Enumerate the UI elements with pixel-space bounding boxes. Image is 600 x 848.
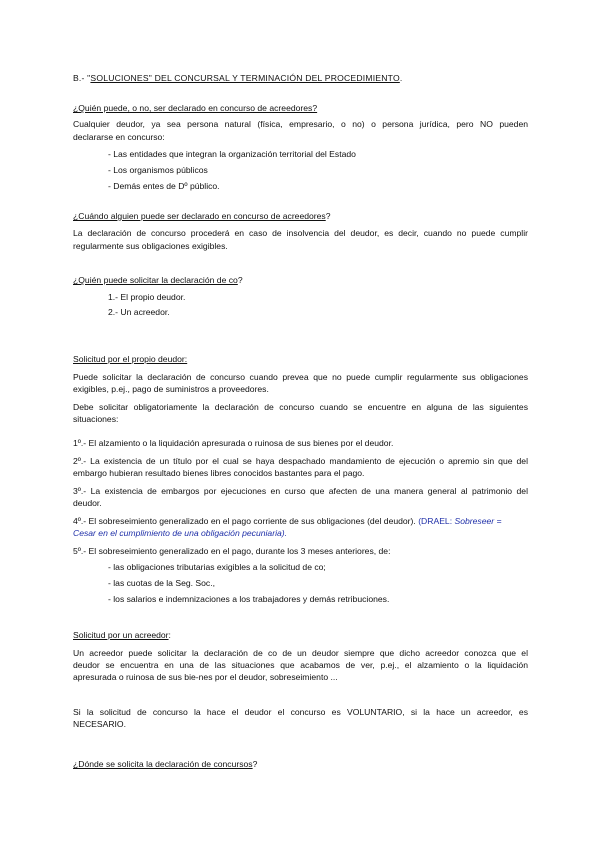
paragraph-line: Puede solicitar la declaración de concurso cuando prevea que no puede cumplir regularmente sus obligaciones — [73, 372, 528, 382]
case-item — [73, 515, 528, 527]
case-item-continued: embargo hubieran resultado bienes libres conocidos bastantes para el pago. — [73, 468, 365, 478]
dictionary-term: Sobreseer = — [454, 516, 502, 526]
question-mark: ? — [237, 275, 243, 285]
heading-debtor-request: Solicitud por el propio deudor: — [73, 354, 188, 364]
paragraph-line: exigibles, p.ej., pago de suministros a proveedores. — [73, 384, 269, 394]
list-item: - las obligaciones tributarias exigibles a la solicitud de co; — [108, 562, 326, 572]
paragraph-line: situaciones: — [73, 414, 119, 424]
question-who-requests — [73, 274, 528, 286]
heading-creditor-request — [73, 629, 528, 641]
question-mark: ? — [252, 759, 258, 769]
paragraph-line: Cualquier deudor, ya sea persona natural (física, empresario, o no) o persona jurídica, pero NO pueden — [73, 119, 528, 129]
list-item: 2.- Un acreedor. — [108, 307, 170, 317]
title-prefix: B.- " — [73, 73, 91, 83]
paragraph-line: deudor se encuentra en una de las situaciones que acabamos de ver, p.ej., el alzamiento o la liquidación — [73, 660, 528, 670]
question-who-declared: ¿Quién puede, o no, ser declarado en concurso de acreedores? — [73, 103, 318, 113]
case-item: 2º.- La existencia de un título por el cual se haya despachado mandamiento de ejecución o apremio sin que del — [73, 456, 528, 466]
dictionary-definition: Cesar en el cumplimiento de una obligación pecuniaria). — [73, 528, 288, 538]
paragraph-line: declararse en concurso: — [73, 132, 165, 142]
list-item: - Los organismos públicos — [108, 165, 208, 175]
question-text: ¿Cuándo alguien puede ser declarado en concurso de acreedores — [73, 211, 326, 221]
paragraph-line: apresurada o ruinosa de sus bie-nes por el deudor, sobreseimiento ... — [73, 672, 338, 682]
title-underlined: SOLUCIONES" DEL CONCURSAL Y TERMINACIÓN DEL PROCEDIMIENTO — [90, 73, 400, 83]
question-text: ¿Quién puede solicitar la declaración de co — [73, 275, 238, 285]
paragraph-line: regularmente sus obligaciones exigibles. — [73, 241, 228, 251]
list-item: 1.- El propio deudor. — [108, 292, 186, 302]
list-item: - Las entidades que integran la organización territorial del Estado — [108, 149, 356, 159]
heading-text: Solicitud por un acreedor — [73, 630, 169, 640]
heading-colon: : — [168, 630, 171, 640]
list-item: - las cuotas de la Seg. Soc., — [108, 578, 216, 588]
case-item: 1º.- El alzamiento o la liquidación apresurada o ruinosa de sus bienes por el deudor. — [73, 438, 394, 448]
section-title — [73, 72, 528, 84]
paragraph-line: La declaración de concurso procederá en caso de insolvencia del deudor, es decir, cuando no puede cumplir — [73, 228, 528, 238]
case-item-continued: deudor. — [73, 498, 102, 508]
paragraph-line: Un acreedor puede solicitar la declaración de co de un deudor siempre que dicho acreedor conozca que el — [73, 648, 528, 658]
question-when-declared — [73, 210, 528, 222]
case-text: 4º.- El sobreseimiento generalizado en el pago corriente de sus obligaciones (del deudor). — [73, 516, 419, 526]
title-suffix: . — [399, 73, 403, 83]
question-text: ¿Dónde se solicita la declaración de concursos — [73, 759, 253, 769]
question-where-requested — [73, 758, 528, 770]
case-item: 5º.- El sobreseimiento generalizado en el pago, durante los 3 meses anteriores, de: — [73, 546, 391, 556]
paragraph-line: Si la solicitud de concurso la hace el deudor el concurso es VOLUNTARIO, si la hace un acreedor, es — [73, 707, 528, 717]
list-item: - los salarios e indemnizaciones a los trabajadores y demás retribuciones. — [108, 594, 390, 604]
paragraph-line: NECESARIO. — [73, 719, 127, 729]
paragraph-line: Debe solicitar obligatoriamente la declaración de concurso cuando se encuentre en alguna de las siguientes — [73, 402, 528, 412]
list-item: - Demás entes de Dº público. — [108, 181, 220, 191]
question-mark: ? — [325, 211, 331, 221]
dictionary-note: (DRAEL: — [418, 516, 455, 526]
case-item: 3º.- La existencia de embargos por ejecuciones en curso que afecten de una manera general al patrimonio del — [73, 486, 528, 496]
